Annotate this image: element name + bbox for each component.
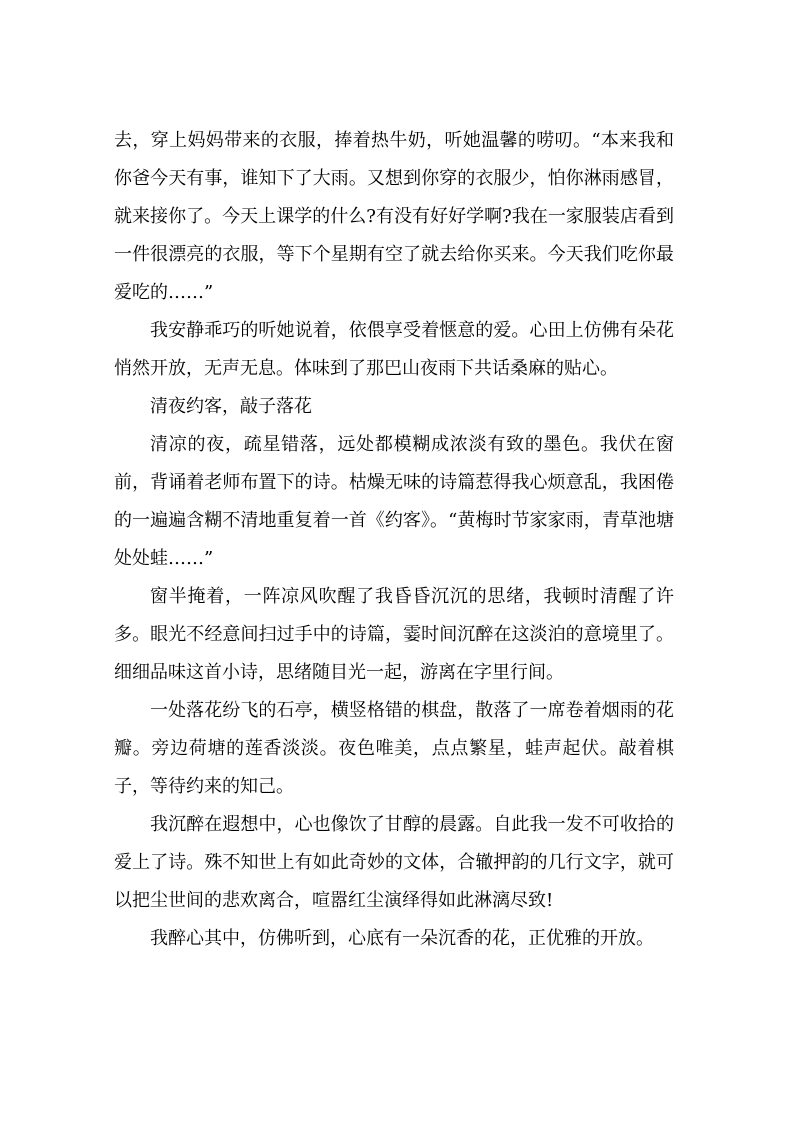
paragraph-1: 去，穿上妈妈带来的衣服，捧着热牛奶，听她温馨的唠叨。“本来我和你爸今天有事，谁知下了大雨。又想到你穿的衣服少，怕你淋雨感冒，就来接你了。今天上课学的什么?有没有好好学啊?我在一家服装店看到一件很漂亮的衣服，等下个星期有空了就去给你买来。今天我们吃你最爱吃的……”	[114, 130, 674, 303]
paragraph-4: 窗半掩着，一阵凉风吹醒了我昏昏沉沉的思绪，我顿时清醒了许多。眼光不经意间扫过手中的诗篇，霎时间沉醉在这淡泊的意境里了。细细品味这首小诗，思绪随目光一起，游离在字里行间。	[114, 586, 674, 683]
paragraph-3: 清凉的夜，疏星错落，远处都模糊成浓淡有致的墨色。我伏在窗前，背诵着老师布置下的诗。枯燥无味的诗篇惹得我心烦意乱，我困倦的一遍遍含糊不清地重复着一首《约客》。“黄梅时节家家雨，青草池塘处处蛙……”	[114, 434, 674, 569]
paragraph-6: 我沉醉在遐想中，心也像饮了甘醇的晨露。自此我一发不可收拾的爱上了诗。殊不知世上有如此奇妙的文体，合辙押韵的几行文字，就可以把尘世间的悲欢离合，喧嚣红尘演绎得如此淋漓尽致!	[114, 814, 674, 911]
document-page	[114, 122, 674, 958]
section-heading: 清夜约客，敲子落花	[150, 396, 312, 417]
paragraph-2: 我安静乖巧的听她说着，依偎享受着惬意的爱。心田上仿佛有朵花悄然开放，无声无息。体味到了那巴山夜雨下共话桑麻的贴心。	[114, 320, 674, 379]
paragraph-5: 一处落花纷飞的石亭，横竖格错的棋盘，散落了一席卷着烟雨的花瓣。旁边荷塘的莲香淡淡。夜色唯美，点点繁星，蛙声起伏。敲着棋子，等待约来的知己。	[114, 700, 674, 797]
paragraph-7: 我醉心其中，仿佛听到，心底有一朵沉香的花，正优雅的开放。	[150, 928, 654, 949]
